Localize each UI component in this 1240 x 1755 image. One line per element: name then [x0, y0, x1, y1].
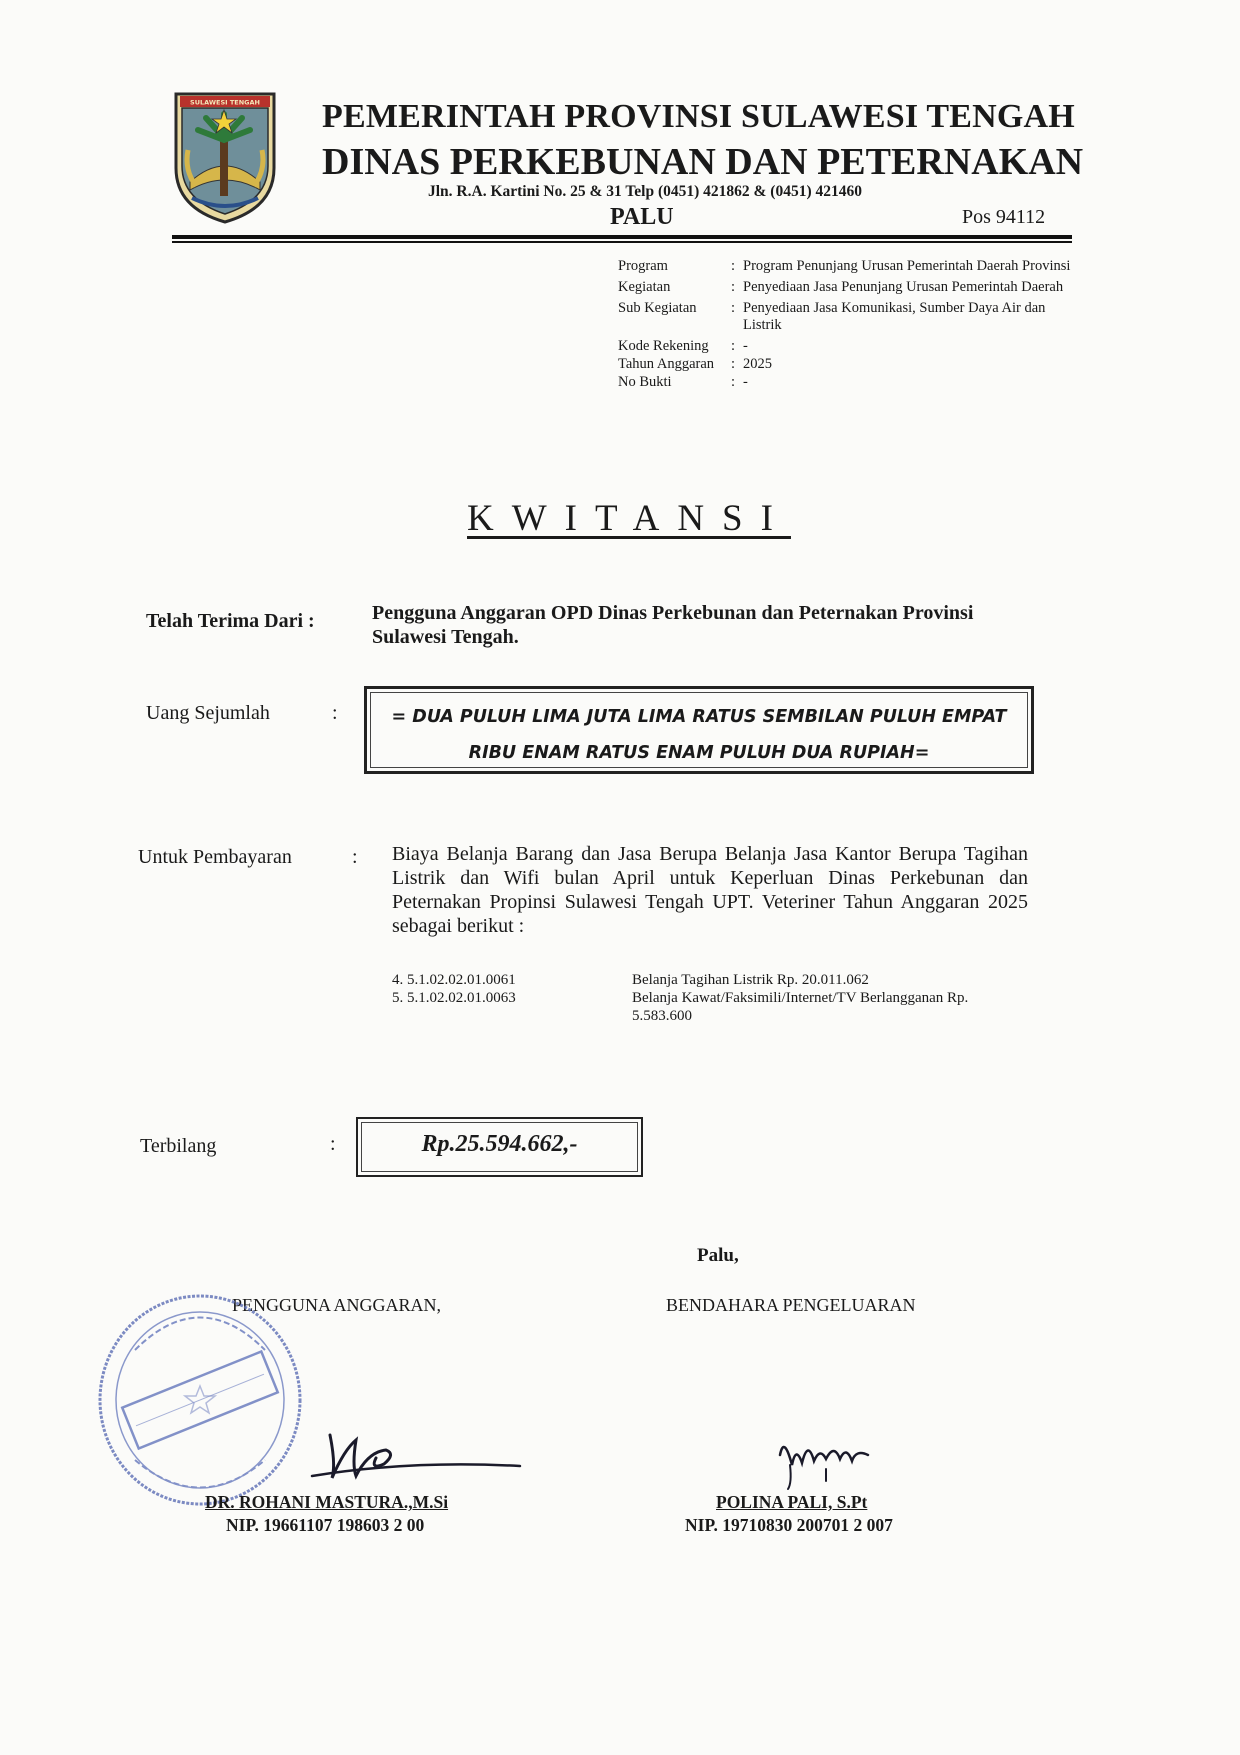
- government-name: PEMERINTAH PROVINSI SULAWESI TENGAH: [322, 98, 1075, 135]
- info-value: Penyediaan Jasa Komunikasi, Sumber Daya Air dan Listrik: [743, 300, 1046, 333]
- budget-user-title: PENGGUNA ANGGARAN,: [232, 1295, 442, 1315]
- payment-purpose-colon: :: [352, 846, 358, 868]
- amount-colon: :: [332, 702, 338, 724]
- header-divider-thin: [172, 241, 1072, 243]
- official-stamp-seal: [95, 1290, 305, 1510]
- office-address: Jln. R.A. Kartini No. 25 & 31 Telp (0451) 421862 & (0451) 421460: [428, 183, 862, 200]
- payment-purpose-text: Biaya Belanja Barang dan Jasa Berupa Belanja Jasa Kantor Berupa Tagihan Listrik dan Wifi bulan April untuk Keperluan Dinas Perkebunan dan Peternakan Propinsi Sulawesi Tengah UPT. Veteriner Tahun Anggaran 2025 sebagai berikut :: [392, 843, 1028, 937]
- budget-user-signature: [300, 1410, 530, 1490]
- info-label: Sub Kegiatan: [618, 300, 697, 316]
- signing-place: Palu,: [697, 1245, 739, 1266]
- info-label: Program: [618, 258, 668, 274]
- treasurer-signature: [770, 1425, 880, 1495]
- account-code-row: [392, 989, 1032, 1025]
- amount-in-words-box: [364, 686, 1034, 774]
- info-label: No Bukti: [618, 374, 672, 390]
- info-colon: :: [731, 374, 736, 390]
- header-divider-thick: [172, 235, 1072, 239]
- treasurer-title: BENDAHARA PENGELUARAN: [666, 1295, 916, 1315]
- account-code: 5. 5.1.02.02.01.0063: [392, 990, 516, 1006]
- account-code: 4. 5.1.02.02.01.0061: [392, 972, 516, 988]
- info-row-program: [618, 258, 1078, 275]
- account-code-row: [392, 971, 1032, 989]
- amount-label: Uang Sejumlah: [146, 702, 270, 724]
- info-value: -: [743, 338, 748, 354]
- info-label: Kode Rekening: [618, 338, 709, 354]
- total-label: Terbilang: [140, 1135, 217, 1157]
- treasurer-name: POLINA PALI, S.Pt: [716, 1492, 868, 1512]
- info-colon: :: [731, 300, 736, 316]
- received-from-value: Pengguna Anggaran OPD Dinas Perkebunan dan Peternakan Provinsi Sulawesi Tengah.: [372, 602, 974, 648]
- postal-code: Pos 94112: [962, 206, 1046, 228]
- payment-purpose-label: Untuk Pembayaran: [138, 846, 292, 868]
- account-description: Belanja Kawat/Faksimili/Internet/TV Berlangganan Rp. 5.583.600: [632, 990, 969, 1024]
- svg-text:SULAWESI TENGAH: SULAWESI TENGAH: [190, 98, 260, 107]
- info-row-subkegiatan: [618, 300, 1078, 334]
- account-code-list: [392, 971, 1032, 1025]
- info-value: -: [743, 374, 748, 390]
- info-row-kode-rekening: [618, 338, 1078, 355]
- budget-user-name: DR. ROHANI MASTURA.,M.Si: [205, 1492, 449, 1512]
- info-colon: :: [731, 356, 736, 372]
- budget-user-nip: NIP. 19661107 198603 2 00: [226, 1515, 425, 1535]
- info-value: 2025: [743, 356, 772, 372]
- amount-line-2: RIBU ENAM RATUS ENAM PULUH DUA RUPIAH=: [468, 743, 930, 763]
- info-label: Kegiatan: [618, 279, 671, 295]
- info-label: Tahun Anggaran: [618, 356, 715, 372]
- treasurer-nip: NIP. 19710830 200701 2 007: [685, 1515, 893, 1535]
- budget-info-block: [618, 258, 1078, 392]
- document-title: KWITANSI: [467, 498, 791, 539]
- account-description: Belanja Tagihan Listrik Rp. 20.011.062: [632, 972, 869, 988]
- received-from-label: Telah Terima Dari :: [146, 610, 315, 632]
- amount-in-words: [367, 699, 1031, 771]
- info-colon: :: [731, 279, 736, 295]
- amount-line-1: = DUA PULUH LIMA JUTA LIMA RATUS SEMBILAN PULUH EMPAT: [391, 707, 1007, 727]
- total-amount: Rp.25.594.662,-: [421, 1131, 578, 1157]
- info-row-no-bukti: [618, 374, 1078, 391]
- info-value: Penyediaan Jasa Penunjang Urusan Pemerintah Daerah: [743, 279, 1064, 295]
- total-amount-box: [356, 1117, 643, 1177]
- total-colon: :: [330, 1133, 336, 1155]
- info-row-tahun-anggaran: [618, 356, 1078, 373]
- office-city: PALU: [610, 204, 674, 230]
- provincial-emblem-logo: [170, 90, 280, 226]
- info-colon: :: [731, 338, 736, 354]
- info-colon: :: [731, 258, 736, 274]
- department-name: DINAS PERKEBUNAN DAN PETERNAKAN: [322, 141, 1084, 183]
- info-value: Program Penunjang Urusan Pemerintah Daerah Provinsi: [743, 258, 1071, 274]
- info-row-kegiatan: [618, 279, 1078, 296]
